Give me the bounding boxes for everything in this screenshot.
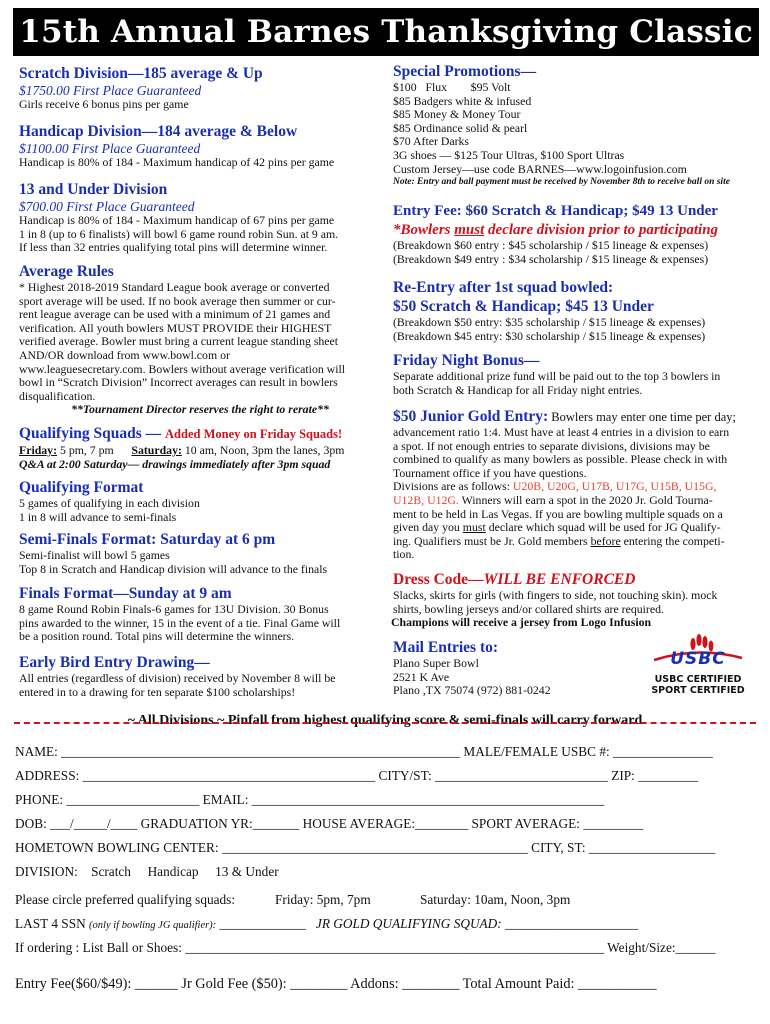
early-bird-section — [19, 653, 381, 699]
qualifiers-line-end: tion. — [393, 547, 415, 562]
average-line: bowl in “Scratch Division” Incorrect averages can result in bowlers — [19, 375, 338, 390]
scratch-prize: $1750.00 First Place Guaranteed — [19, 83, 202, 98]
junior-gold-heading: $50 Junior Gold Entry: — [393, 408, 549, 425]
friday-bonus-line: both Scratch & Handicap for all Friday night entries. — [393, 382, 643, 397]
friday-bonus-heading: Friday Night Bonus— — [393, 352, 540, 369]
average-line: sport average will be used. If no book average then summer or cur- — [19, 293, 336, 308]
dress-code-section — [393, 570, 757, 630]
scratch-division-section — [19, 64, 381, 112]
qual-before: before — [590, 533, 621, 548]
qa-line: Q&A at 2:00 Saturday— drawings immediately after 3pm squad — [19, 456, 331, 471]
format-line: 5 games of qualifying in each division — [19, 496, 200, 510]
junior-line: combined to qualify as many bowlers as possible. Please check in with — [393, 452, 728, 467]
average-rules-heading: Average Rules — [19, 263, 114, 280]
saturday-label: Saturday: — [131, 443, 182, 457]
mail-entries-heading: Mail Entries to: — [393, 639, 499, 656]
finals-line: 8 game Round Robin Finals-6 games for 13U Division. 30 Bonus — [19, 602, 329, 616]
dress-code-heading — [393, 570, 757, 589]
division-select[interactable]: DIVISION: Scratch Handicap 13 & Under — [15, 864, 279, 879]
average-line: verification. All youth bowlers MUST PROVIDE their HIGHEST — [19, 320, 332, 335]
given-must: must — [462, 520, 486, 535]
average-line: AND/OR download from www.bowl.com or — [19, 347, 230, 362]
reentry-price: $50 Scratch & Handicap; $45 13 Under — [393, 298, 654, 315]
all-divisions-banner: ~ All Divisions ~ Pinfall from highest qualifying score & semi-finals will carry forward — [127, 713, 643, 728]
added-money-text: Added Money on Friday Squads! — [165, 427, 343, 441]
average-line: * Highest 2018-2019 Standard League book average or converted — [19, 280, 330, 294]
page-title: 15th Annual Barnes Thanksgiving Classic — [13, 8, 759, 56]
saturday-squad-option[interactable]: Saturday: 10am, Noon, 3pm — [420, 892, 571, 907]
dress-code-label: Dress Code— — [393, 571, 484, 588]
friday-bonus-section — [393, 351, 757, 397]
dress-line: Slacks, skirts for girls (with fingers to side, not touching skin). mock — [393, 588, 718, 602]
junior-gold-section — [393, 407, 757, 562]
phone-field[interactable]: PHONE: ____________________ EMAIL: _____________________________________________________ — [15, 792, 605, 807]
early-bird-line: All entries (regardless of division) received by November 8 will be — [19, 671, 336, 685]
promo-line: $70 After Darks — [393, 134, 470, 149]
finals-section — [19, 584, 381, 644]
usbc-certified-logo — [648, 632, 748, 700]
squads-line — [15, 892, 755, 908]
ssn-note: (only if bowling JG qualifier): — [89, 920, 217, 931]
junior-gold-tail: Bowlers may enter one time per day; — [548, 410, 736, 424]
qualifying-squads-section — [19, 424, 381, 471]
early-bird-line: entered in to a drawing for ten separate $100 scholarships! — [19, 684, 296, 699]
divisions-label: Divisions are as follows: — [393, 479, 513, 494]
given-day-line — [393, 521, 757, 535]
friday-squad-option[interactable]: Friday: 5pm, 7pm — [275, 892, 371, 907]
usbc-wordmark: USBC — [670, 649, 726, 669]
division-codes-2: U12B, U12G. — [393, 492, 459, 507]
scratch-text: Girls receive 6 bonus pins per game — [19, 97, 189, 111]
declare-division-warning — [393, 221, 757, 239]
friday-time: 5 pm, 7 pm — [57, 443, 114, 457]
semis-line: Top 8 in Scratch and Handicap division will advance to the finals — [19, 561, 328, 576]
declare-text: declare division prior to participating — [484, 222, 719, 238]
qual-text-2: entering the competi- — [620, 533, 725, 548]
divisions-tail: Winners will earn a spot in the 2020 Jr. Gold Tourna- — [458, 492, 713, 507]
qualifying-format-heading: Qualifying Format — [19, 479, 144, 496]
mail-line: 2521 K Ave — [393, 669, 450, 684]
squads-dash: — — [141, 425, 166, 442]
promo-line: 3G shoes — $125 Tour Ultras, $100 Sport Ultras — [393, 147, 625, 162]
ordering-field[interactable]: If ordering : List Ball or Shoes: _______________________________________________________________ Weight/Size:______ — [15, 940, 716, 955]
promo-line: $85 Ordinance solid & pearl — [393, 120, 528, 135]
ssn-line — [15, 916, 638, 932]
handicap-division-heading: Handicap Division—184 average & Below — [19, 123, 298, 140]
fees-field[interactable]: Entry Fee($60/$49): ______ Jr Gold Fee ($50): ________ Addons: ________ Total Amount Paid: ___________ — [15, 976, 657, 992]
reentry-breakdown: (Breakdown $45 entry: $30 scholarship / $15 lineage & expenses) — [393, 328, 706, 343]
dress-line: shirts, bowling jerseys and/or collared shirts are required. — [393, 601, 664, 616]
junior-line: advancement ratio 1:4. Must have at least 4 entries in a division to earn — [393, 425, 730, 439]
usbc-certified-text — [648, 674, 748, 696]
director-note: **Tournament Director reserves the right to rerate** — [71, 402, 329, 417]
semifinals-heading: Semi-Finals Format: Saturday at 6 pm — [19, 531, 276, 548]
semifinals-section — [19, 530, 381, 576]
mail-line: Plano Super Bowl — [393, 656, 479, 670]
promo-line: $85 Money & Money Tour — [393, 107, 521, 122]
squads-label: Please circle preferred qualifying squads: — [15, 892, 236, 907]
average-line: disqualification. — [19, 388, 96, 403]
reentry-breakdown: (Breakdown $50 entry: $35 scholarship / $15 lineage & expenses) — [393, 315, 706, 329]
ssn-field[interactable]: _____________ — [216, 916, 316, 931]
qualifying-format-section — [19, 478, 381, 524]
under13-heading: 13 and Under Division — [19, 181, 168, 198]
friday-bonus-line: Separate additional prize fund will be paid out to the top 3 bowlers in — [393, 369, 721, 383]
hometown-field[interactable]: HOMETOWN BOWLING CENTER: ______________________________________________ CITY, ST: ___________________ — [15, 840, 716, 855]
handicap-prize: $1100.00 First Place Guaranteed — [19, 141, 201, 156]
promo-line: Custom Jersey—use code BARNES—www.logoinfusion.com — [393, 161, 687, 176]
usbc-line1: USBC CERTIFIED — [654, 674, 742, 685]
junior-line: Tournament office if you have questions. — [393, 465, 587, 480]
early-bird-heading: Early Bird Entry Drawing— — [19, 654, 210, 671]
junior-line: a spot. If not enough entries to separate divisions, divisions may be — [393, 438, 710, 453]
under13-line: If less than 32 entries qualifying total pins will determine winner. — [19, 240, 328, 255]
format-line: 1 in 8 will advance to semi-finals — [19, 509, 177, 524]
average-line: verified average. Bowler must bring a current league standing sheet — [19, 334, 339, 349]
promo-note: Note: Entry and ball payment must be received by November 8th to receive ball on site — [393, 177, 730, 188]
finals-heading: Finals Format—Sunday at 9 am — [19, 585, 232, 602]
average-rules-section — [19, 262, 381, 417]
name-field[interactable]: NAME: ____________________________________________________________ MALE/FEMALE USBC #: _______________ — [15, 744, 713, 759]
promo-line: $85 Badgers white & infused — [393, 93, 532, 108]
finals-line: be a position round. Total pins will determine the winners. — [19, 629, 295, 644]
enforced-label: WILL BE ENFORCED — [483, 571, 636, 588]
squad-times — [19, 444, 381, 458]
mail-line: Plano ,TX 75074 (972) 881-0242 — [393, 683, 551, 698]
qual-text: ing. Qualifiers must be Jr. Gold members — [393, 533, 591, 548]
under13-prize: $700.00 First Place Guaranteed — [19, 199, 195, 214]
promo-line: $100 Flux $95 Volt — [393, 80, 511, 94]
must-text: must — [454, 222, 485, 238]
entry-breakdown: (Breakdown $60 entry : $45 scholarship / $15 lineage & expenses) — [393, 238, 709, 252]
average-line: rent league average can be used with a minimum of 21 games and — [19, 307, 331, 322]
entry-breakdown: (Breakdown $49 entry : $34 scholarship / $15 lineage & expenses) — [393, 251, 709, 266]
usbc-line2: SPORT CERTIFIED — [651, 685, 745, 696]
dashed-divider — [14, 722, 756, 724]
qualifying-squads-heading — [19, 424, 381, 444]
division-codes: U20B, U20G, U17B, U17G, U15B, U15G, — [512, 479, 717, 494]
under13-division-section — [19, 180, 381, 255]
under13-line: Handicap is 80% of 184 - Maximum handicap of 67 pins per game — [19, 213, 335, 227]
friday-label: Friday: — [19, 443, 58, 457]
junior-line: ment to be held in Las Vegas. If you are bowling multiple squads on a — [393, 506, 723, 521]
dob-field[interactable]: DOB: ___/_____/____ GRADUATION YR:_______ HOUSE AVERAGE:________ SPORT AVERAGE: _________ — [15, 816, 644, 831]
scratch-division-heading: Scratch Division—185 average & Up — [19, 65, 263, 82]
handicap-division-section — [19, 122, 381, 170]
under13-line: 1 in 8 (up to 6 finalists) will bowl 6 game round robin Sun. at 9 am. — [19, 226, 339, 241]
handicap-text: Handicap is 80% of 184 - Maximum handicap of 42 pins per game — [19, 155, 335, 169]
given-text: given day you — [393, 520, 463, 535]
promotions-heading: Special Promotions— — [393, 63, 537, 80]
divisions-line-2 — [393, 494, 757, 508]
reentry-section — [393, 278, 757, 343]
entry-fee-heading: Entry Fee: $60 Scratch & Handicap; $49 13 Under — [393, 203, 718, 219]
bowlers-text: *Bowlers — [393, 222, 455, 238]
saturday-time: 10 am, Noon, 3pm the lanes, 3pm — [181, 443, 345, 457]
address-field[interactable]: ADDRESS: ____________________________________________ CITY/ST: __________________________ ZIP: _________ — [15, 768, 699, 783]
entry-fee-section — [393, 202, 757, 266]
average-line: www.leaguesecretary.com. Bowlers without average verification will — [19, 361, 346, 376]
special-promotions-section — [393, 62, 757, 190]
semis-line: Semi-finalist will bowl 5 games — [19, 548, 170, 562]
jg-squad-field[interactable]: JR GOLD QUALIFYING SQUAD: ____________________ — [315, 916, 638, 931]
given-text-2: declare which squad will be used for JG Qualify- — [485, 520, 721, 535]
squads-heading-text: Qualifying Squads — [19, 425, 142, 442]
champions-line: Champions will receive a jersey from Logo Infusion — [391, 615, 652, 630]
ssn-label: LAST 4 SSN — [15, 916, 90, 931]
finals-line: pins awarded to the winner, 15 in the event of a tie. Final Game will — [19, 615, 341, 630]
qualifiers-line — [393, 535, 757, 549]
divisions-line — [393, 480, 757, 494]
reentry-heading: Re-Entry after 1st squad bowled: — [393, 279, 614, 296]
junior-gold-heading-line — [393, 407, 757, 426]
